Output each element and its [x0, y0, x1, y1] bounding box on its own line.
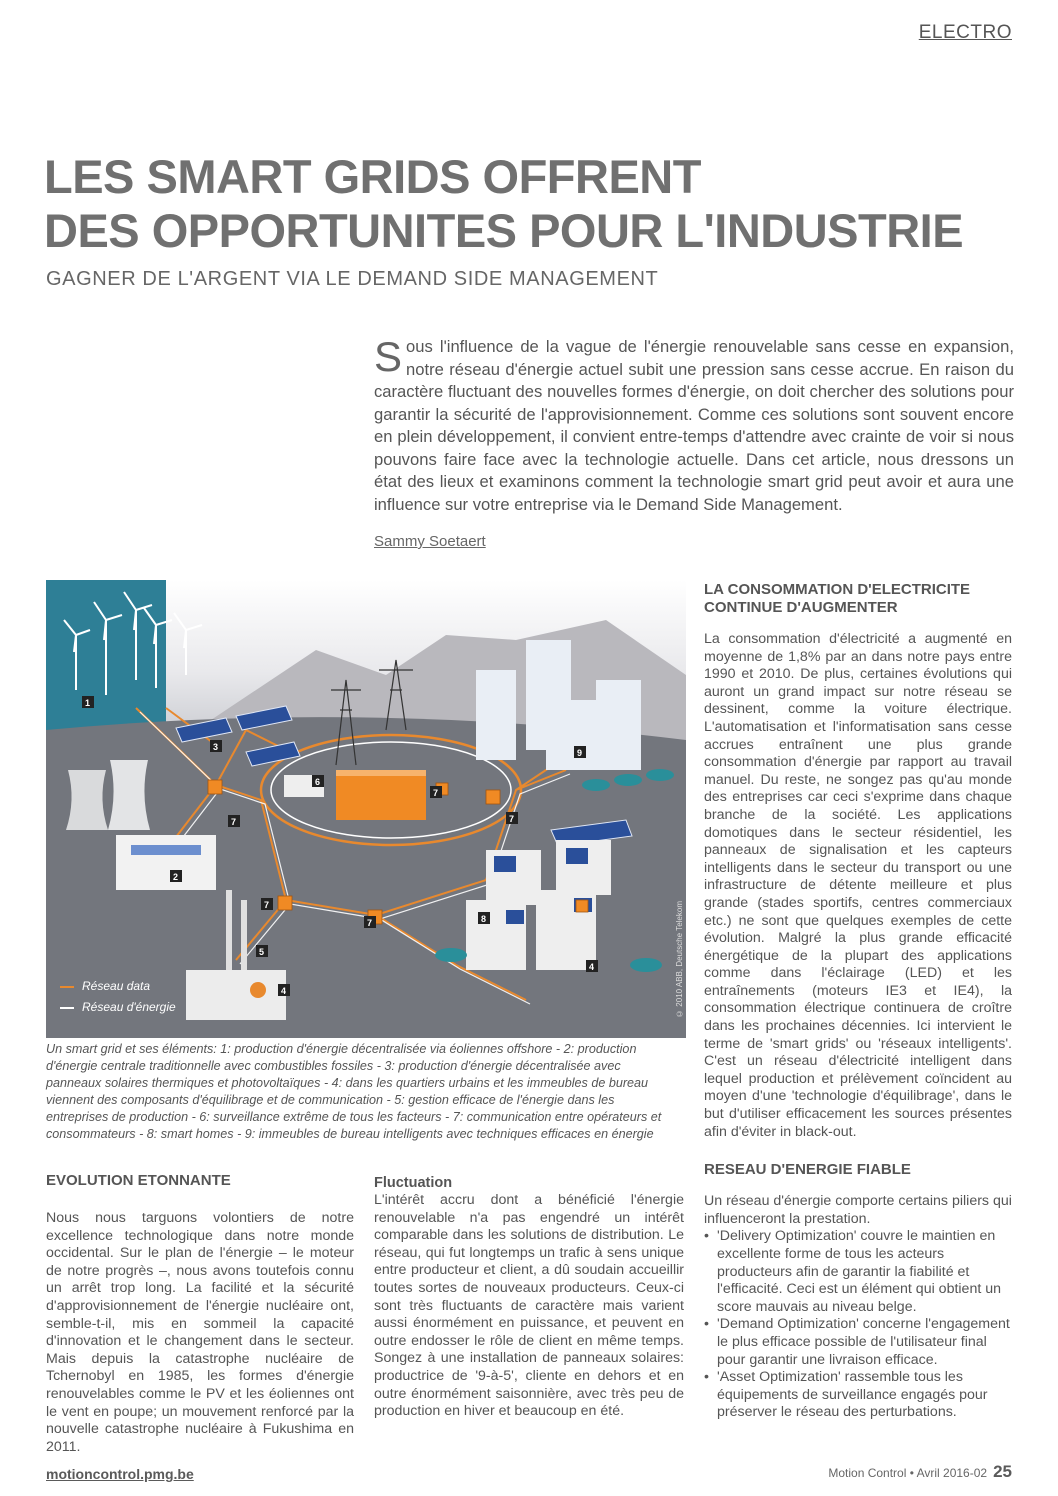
col3-heading-2: RESEAU D'ENERGIE FIABLE: [704, 1161, 911, 1179]
marker-6: 6: [315, 777, 321, 787]
list-item: • 'Delivery Optimization' couvre le maintien en excellente forme de tous les acteurs producteurs afin de garantir la fiabilité et l'efficacité. Ceci est un élément qui obtient un score mauvais au niveau belge.: [704, 1228, 1012, 1316]
legend-energy-label: Réseau d'énergie: [82, 1000, 176, 1014]
article-subtitle: GAGNER DE L'ARGENT VIA LE DEMAND SIDE MANAGEMENT: [46, 268, 659, 290]
article-title: [44, 150, 1024, 258]
col3-heading-1: LA CONSOMMATION D'ELECTRICITE CONTINUE D'AUGMENTER: [704, 581, 971, 616]
marker-4a: 4: [281, 986, 287, 996]
section-tag[interactable]: ELECTRO: [918, 22, 1012, 43]
col2-body: L'intérêt accru dont a bénéficié l'énergie renouvelable n'a pas engendré un intérêt comparable dans les solutions de distribution. Le réseau, qui fut longtemps un trafic à sens unique entre producteur et client, a dû soudain accueillir toutes sortes de nouveaux producteurs. Ceux-ci sont très fluctuants de caractère mais varient aussi énormément en puissance, et peuvent en outre endosser le rôle de client en même temps. Songez à une installation de panneaux solaires: productrice de '9-à-5', cliente en dehors et en outre énormément saisonnière, avec très peu de production en hiver et beaucoup en été.: [374, 1192, 684, 1420]
marker-8: 8: [481, 914, 487, 924]
marker-4b: 4: [589, 962, 595, 972]
list-item: • 'Asset Optimization' rassemble tous les équipements de surveillance engagés pour préserver le réseau des perturbations.: [704, 1369, 1012, 1422]
figure-legend: [60, 976, 176, 1018]
footer-issue-info: [828, 1462, 1012, 1482]
marker-5: 5: [259, 947, 265, 957]
marker-9: 9: [577, 748, 583, 758]
legend-data-swatch: [60, 986, 74, 988]
marker-7a: 7: [231, 817, 237, 827]
page-number: 25: [993, 1462, 1012, 1481]
marker-1: 1: [85, 698, 91, 708]
col2-heading: Fluctuation: [374, 1175, 453, 1191]
legend-data-label: Réseau data: [82, 979, 151, 993]
marker-3: 3: [213, 742, 219, 752]
dropcap: S: [374, 333, 403, 380]
website-link[interactable]: motioncontrol.pmg.be: [46, 1466, 194, 1482]
lead-text: ous l'influence de la vague de l'énergie renouvelable sans cesse en expansion, notre réseau d'énergie actuel subit une pression sans cesse accrue. En raison du caractère fluctuant des nouvelles formes d'énergie, on doit chercher des solutions pour garantir la sécurité de l'approvisionnement. Comme ces solutions sont souvent encore en plein développement, il convient entre-temps d'attendre avec crainte de voir si nous pouvons faire face avec la technologie actuelle. Dans cet article, nous dressons un état des lieux et examinons comment la technologie smart grid peut avoir et aura une influence sur votre entreprise via le Demand Side Management.: [374, 337, 1014, 514]
author-link[interactable]: Sammy Soetaert: [374, 533, 486, 550]
marker-7c: 7: [367, 918, 373, 928]
smart-grid-illustration: [46, 580, 686, 1038]
issue-label: Motion Control • Avril 2016-02: [828, 1466, 988, 1480]
legend-energy-swatch: [60, 1007, 74, 1009]
marker-2: 2: [173, 872, 179, 882]
lead-paragraph: [374, 333, 1014, 516]
col1-heading: EVOLUTION ETONNANTE: [46, 1172, 231, 1189]
figure-caption: Un smart grid et ses éléments: 1: production d'énergie décentralisée via éoliennes offshore - 2: production d'énergie centrale traditionnelle avec combustibles fossiles - 3: production d'énergie décentralisée avec panneaux solaires thermiques et photovoltaïques - 4: dans les quartiers urbains et les immeubles de bureau viennent des composants d'équilibrage et de communication - 5: gestion efficace de l'énergie dans les entreprises de production - 6: surveillance extrême de tous les facteurs - 7: communication entre opérateurs et consommateurs - 8: smart homes - 9: immeubles de bureau intelligents avec techniques efficaces en énergie: [46, 1042, 662, 1141]
smart-grid-drawing: [46, 580, 686, 1038]
legend-data-row: [60, 976, 176, 997]
list-item: • 'Demand Optimization' concerne l'engagement le plus efficace possible de l'utilisateur final pour garantir une livraison efficace.: [704, 1316, 1012, 1369]
col3-body-2: Un réseau d'énergie comporte certains piliers qui influenceront la prestation.: [704, 1193, 1012, 1227]
col3-body-1: La consommation d'électricité a augmenté en moyenne de 1,8% par an dans notre pays entre 1990 et 2010. De plus, certaines évolutions qui auront un grand impact sur notre réseau se dessinent, comme la voiture électrique. L'automatisation et l'informatisation sans cesse accrues entraînent une plus grande consommation d'énergie par rapport au travail manuel. Du reste, ne songez pas qu'au monde des entreprises car ceci s'exprime dans chaque branche de la société. Les applications domotiques dans le secteur résidentiel, les panneaux de signalisation et les capteurs intelligents dans le secteur du transport ou une infrastructure de détente meilleure et plus grande (stades sportifs, centres commerciaux etc.) ne sont que quelques exemples de cette évolution. Malgré la plus grande efficacité énergétique de la plupart des applications comme dans l'éclairage (LED) et les entraînements (moteurs IE3 et IE4), la consommation électrique continuera de croître dans les prochaines décennies. Ici intervient le terme de 'smart grids' ou 'réseaux intelligents'. C'est un réseau d'électricité intelligent dans lequel production et prélèvement coïncident au moyen d'une 'technologie d'équilibrage', dans le but d'utiliser efficacement les sources présentes afin d'éviter in black-out.: [704, 631, 1012, 1140]
title-line-2: DES OPPORTUNITES POUR L'INDUSTRIE: [44, 204, 964, 257]
col1-body: Nous nous targuons volontiers de notre excellence technologique dans notre monde occidental. Sur le plan de l'énergie – le moteur de notre progrès –, nous avons toutefois connu un arrêt trop long. La facilité et la sécurité d'approvisionnement de l'énergie nucléaire ont, semble-t-il, mis en sommeil la capacité d'innovation et le changement dans le secteur. Mais depuis la catastrophe nucléaire de Tchernobyl en 1985, les formes d'énergie renouvelables comme le PV et les éoliennes ont le vent en poupe; un mouvement renforcé par la nouvelle catastrophe nucléaire à Fukushima en 2011.: [46, 1210, 354, 1455]
figure-credit: © 2010 ABB, Deutsche Telekom: [675, 901, 684, 1018]
column-1: [46, 1172, 354, 1456]
title-line-1: LES SMART GRIDS OFFRENT: [44, 150, 701, 203]
marker-7e: 7: [509, 814, 515, 824]
column-2: [374, 1175, 684, 1421]
column-3: [704, 581, 1012, 1422]
marker-7d: 7: [433, 788, 439, 798]
legend-energy-row: [60, 997, 176, 1018]
marker-7b: 7: [264, 900, 270, 910]
pillars-list: [704, 1228, 1012, 1422]
